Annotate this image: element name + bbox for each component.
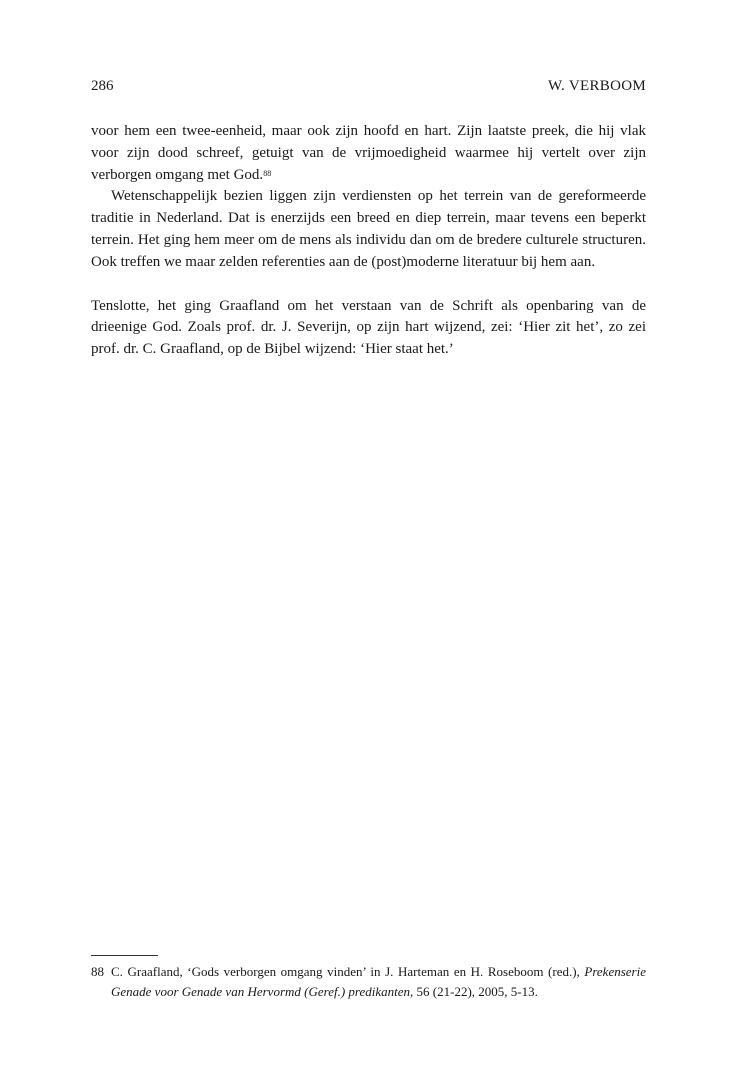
running-head-author: W. VERBOOM xyxy=(547,78,646,94)
page-number: 286 xyxy=(91,78,114,94)
paragraph-merits: Wetenschappelijk bezien liggen zijn verdiensten op het terrein van de gereformeerde traditie in Nederland. Dat is enerzijds een breed en diep terrein, maar tevens een beperkt terrein. Het ging hem meer om de mens als individu dan om de bredere culturele structuren. Ook treffen we maar zelden referenties aan de (post)moderne literatuur bij hem aan. xyxy=(91,188,646,270)
footnote-divider xyxy=(91,955,158,956)
footnote-number: 88 xyxy=(91,964,104,979)
footnote-reference: 88 xyxy=(263,168,272,178)
body-text xyxy=(91,121,646,361)
footnote-citation-start: C. Graafland, ‘Gods verborgen omgang vinden’ in J. Harteman en H. Roseboom (red.), xyxy=(111,964,585,979)
footnote-text xyxy=(111,962,646,1002)
paragraph-continuation xyxy=(91,121,646,186)
paragraph-text: voor hem een twee-eenheid, maar ook zijn hoofd en hart. Zijn laatste preek, die hij vlak voor zijn dood schreef, getuigt van de vrijmoedigheid waarmee hij vertelt over zijn verborgen omgang met God. xyxy=(91,123,646,183)
paragraph-conclusion: Tenslotte, het ging Graafland om het verstaan van de Schrift als openbaring van de drieenige God. Zoals prof. dr. J. Severijn, op zijn hart wijzend, zei: ‘Hier zit het’, zo zei prof. dr. C. Graafland, op de Bijbel wijzend: ‘Hier staat het.’ xyxy=(91,297,646,358)
page-header xyxy=(91,78,646,100)
footnote-citation-end: , 56 (21-22), 2005, 5-13. xyxy=(410,984,538,999)
footnote-publication-title: Prekenserie Genade voor Genade van Hervormd (Geref.) predikanten xyxy=(111,964,646,999)
footnote xyxy=(91,962,646,1002)
